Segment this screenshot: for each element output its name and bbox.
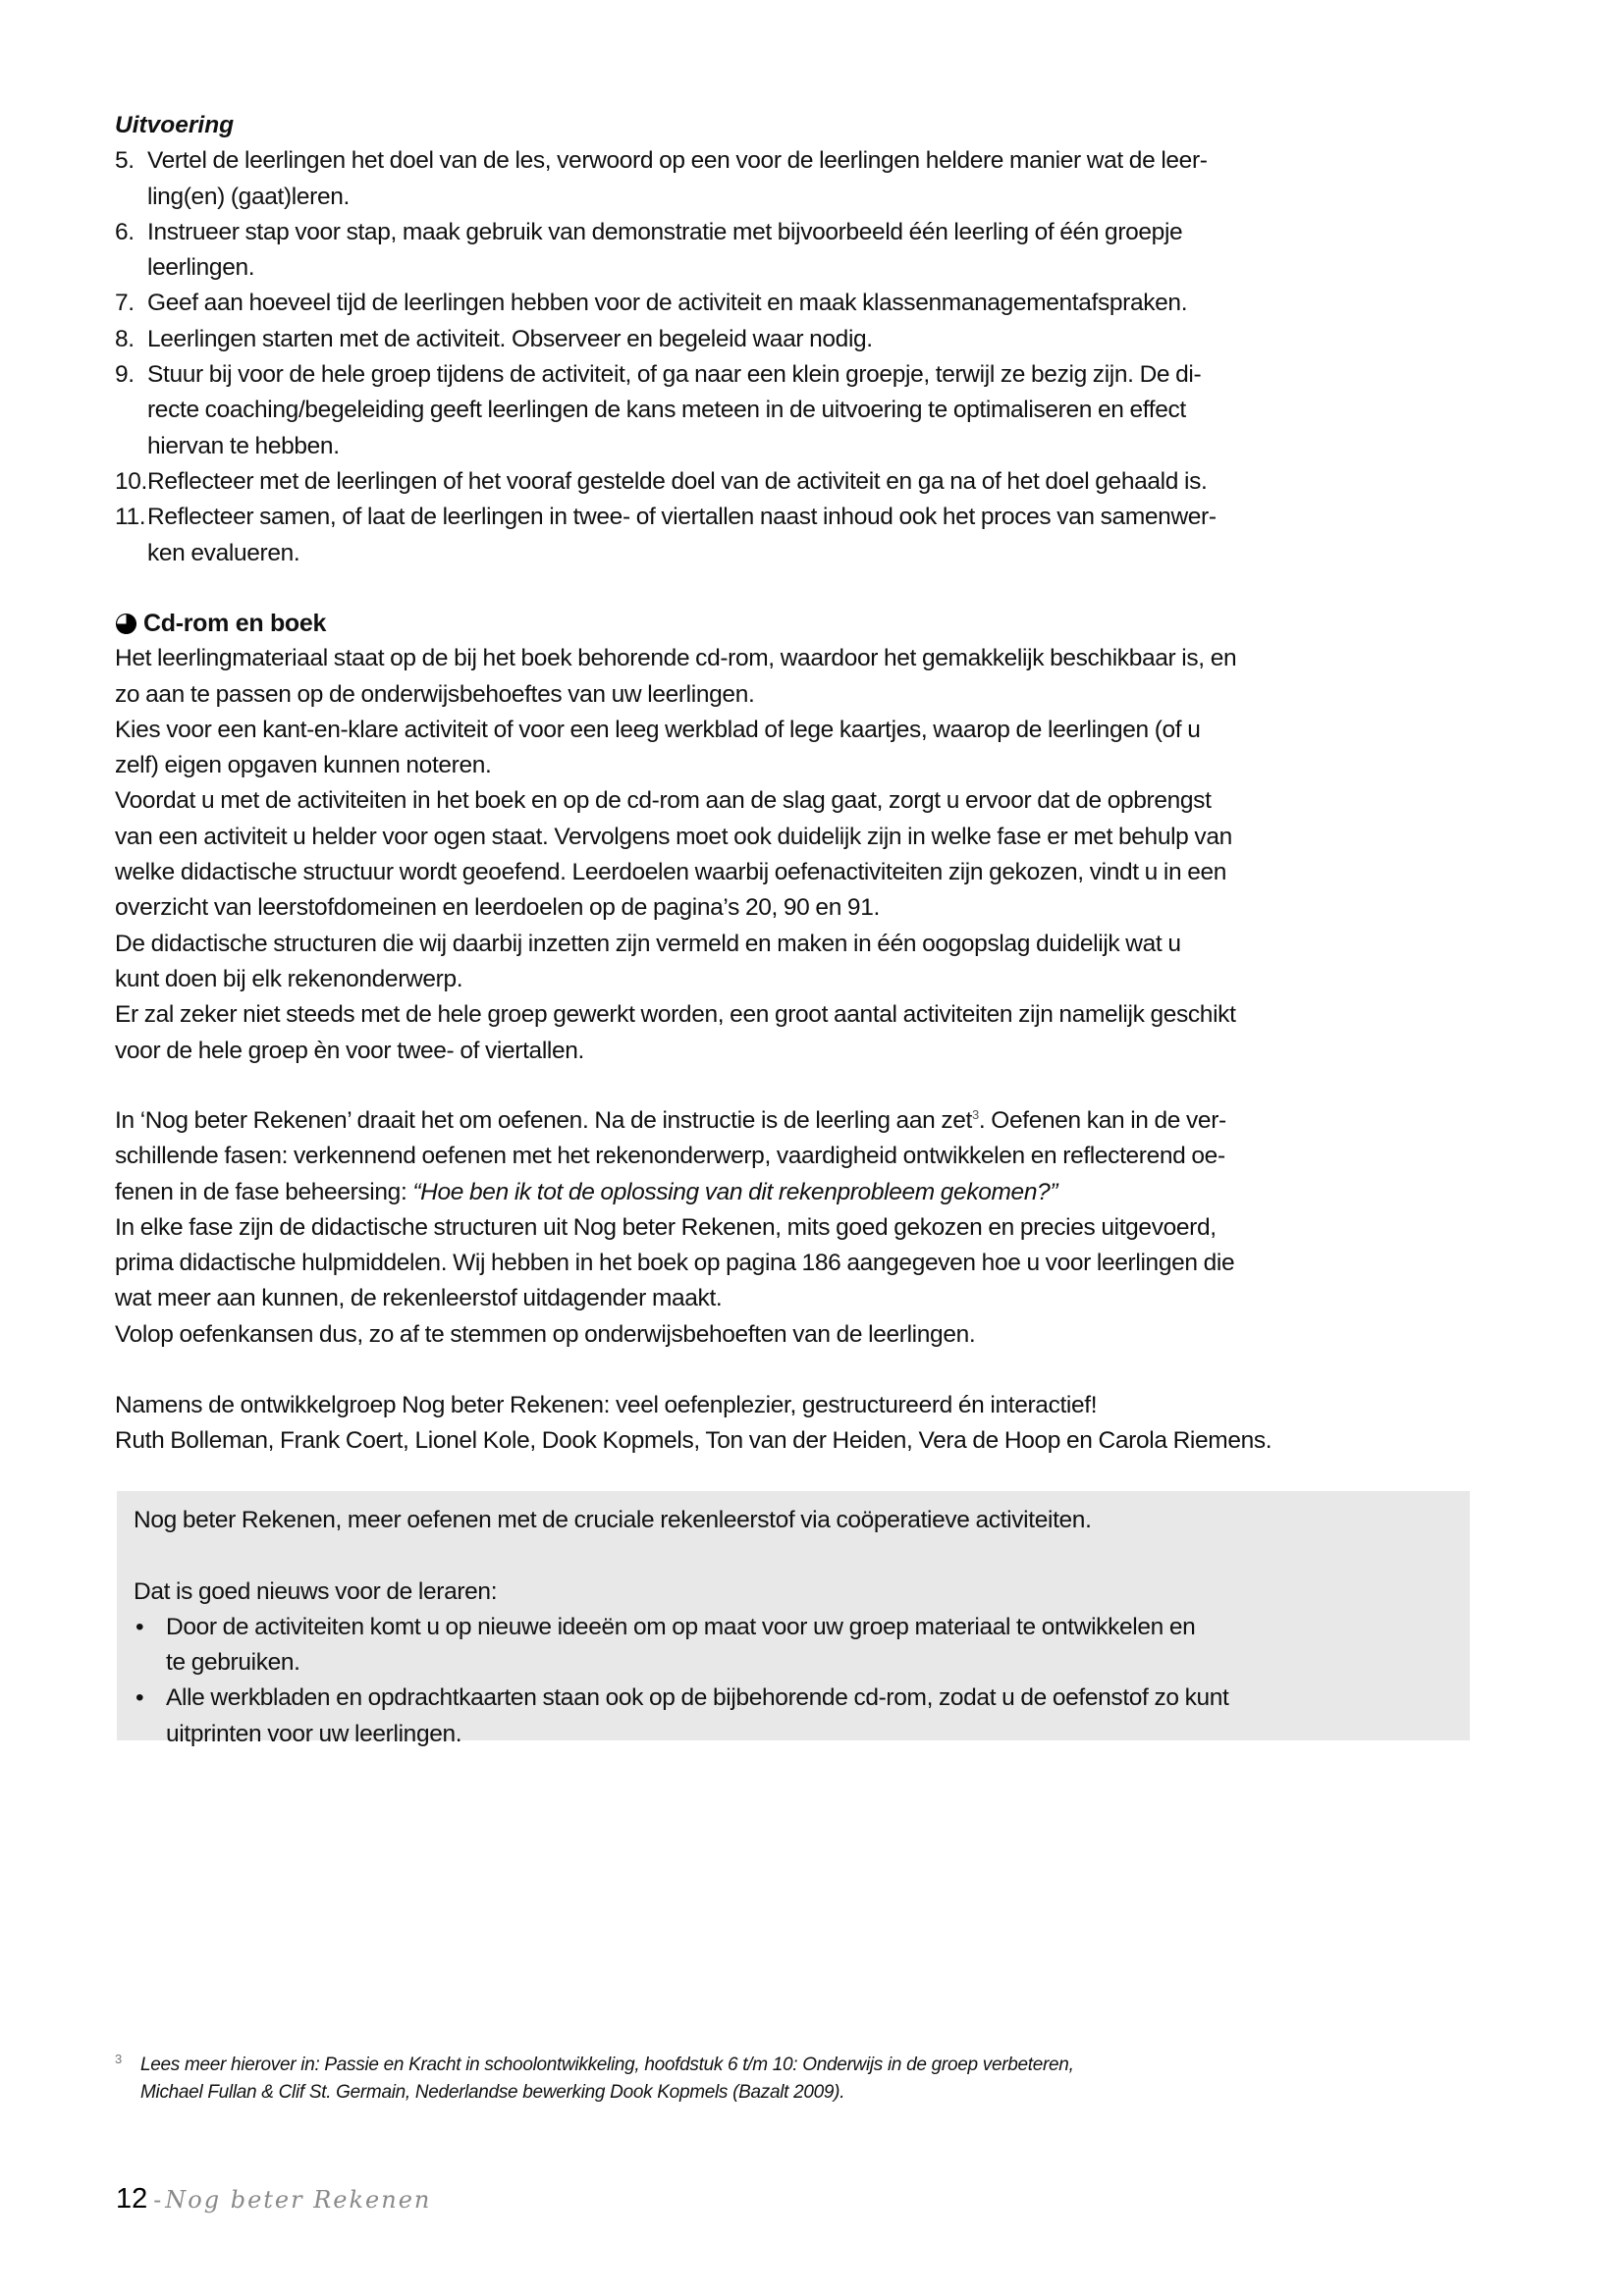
info-lead: Dat is goed nieuws voor de leraren: <box>134 1577 498 1605</box>
paragraph-line <box>115 1103 1489 1139</box>
authors-line: Ruth Bolleman, Frank Coert, Lionel Kole, Dook Kopmels, Ton van der Heiden, Vera de Hoop en Carola Riemens. <box>115 1427 1272 1455</box>
item-number: 9. <box>115 361 135 389</box>
item-text: Reflecteer samen, of laat de leerlingen in twee- of viertallen naast inhoud ook het proces van samenwer- <box>147 504 1217 531</box>
list-item <box>115 500 1489 571</box>
info-intro: Nog beter Rekenen, meer oefenen met de cruciale rekenleerstof via coöperatieve activiteiten. <box>134 1507 1092 1533</box>
footnote-line: Lees meer hierover in: Passie en Kracht in schoolontwikkeling, hoofdstuk 6 t/m 10: Onderwijs in de groep verbeteren, <box>140 2055 1074 2075</box>
item-text: ling(en) (gaat)leren. <box>147 183 350 210</box>
bullet-text: uitprinten voor uw leerlingen. <box>166 1720 462 1747</box>
list-item <box>115 215 1489 287</box>
item-text: Geef aan hoeveel tijd de leerlingen hebben voor de activiteit en maak klassenmanagementafspraken. <box>147 290 1188 317</box>
cdrom-heading <box>115 606 1489 641</box>
quarter-pie-icon <box>115 613 137 635</box>
list-item <box>115 286 1489 321</box>
item-number: 8. <box>115 325 135 352</box>
text-span: In ‘Nog beter Rekenen’ draait het om oefenen. Na de instructie is de leerling aan zet <box>115 1107 972 1134</box>
closing-line: Namens de ontwikkelgroep Nog beter Rekenen: veel oefenplezier, gestructureerd én interactief! <box>115 1392 1098 1418</box>
paragraph-line: prima didactische hulpmiddelen. Wij hebben in het boek op pagina 186 aangegeven hoe u voor leerlingen die <box>115 1250 1235 1277</box>
paragraph-line: van een activiteit u helder voor ogen staat. Vervolgens moet ook duidelijk zijn in welke fase er met behulp van <box>115 823 1232 850</box>
bullet-text: Door de activiteiten komt u op nieuwe ideeën om op maat voor uw groep materiaal te ontwikkelen en <box>166 1613 1196 1640</box>
info-box <box>117 1491 1470 1747</box>
list-item <box>115 464 1489 500</box>
item-text: leerlingen. <box>147 254 255 282</box>
item-number: 6. <box>115 218 135 245</box>
paragraph-line: Het leerlingmateriaal staat op de bij het boek behorende cd-rom, waardoor het gemakkelijk beschikbaar is, en <box>115 645 1237 672</box>
bullet-text: Alle werkbladen en opdrachtkaarten staan ook op de bijbehorende cd-rom, zodat u de oefenstof zo kunt <box>166 1684 1229 1712</box>
item-text: hiervan te hebben. <box>147 432 340 459</box>
bullet-icon: • <box>135 1613 144 1640</box>
paragraph-line: wat meer aan kunnen, de rekenleerstof uitdagender maakt. <box>115 1285 723 1312</box>
page-footer <box>116 2183 431 2222</box>
spacer <box>134 1538 1469 1574</box>
cdrom-section <box>115 606 1489 1069</box>
bullet-icon: • <box>135 1684 144 1712</box>
list-item <box>115 143 1489 215</box>
paragraph-line: De didactische structuren die wij daarbij inzetten zijn vermeld en maken in één oogopslag duidelijk wat u <box>115 930 1181 957</box>
page-number: 12 <box>116 2183 148 2215</box>
footnote-line: Michael Fullan & Clif St. Germain, Nederlandse bewerking Dook Kopmels (Bazalt 2009). <box>140 2082 845 2103</box>
item-text: Instrueer stap voor stap, maak gebruik van demonstratie met bijvoorbeeld één leerling of één groepje <box>147 218 1183 245</box>
list-item <box>115 322 1489 357</box>
footer-separator: - <box>153 2187 162 2214</box>
paragraph-line: zelf) eigen opgaven kunnen noteren. <box>115 752 492 779</box>
paragraph-line: Volop oefenkansen dus, zo af te stemmen op onderwijsbehoeften van de leerlingen. <box>115 1320 976 1348</box>
quote-text: “Hoe ben ik tot de oplossing van dit rekenprobleem gekomen?” <box>412 1178 1058 1205</box>
paragraph-line: zo aan te passen op de onderwijsbehoeftes van uw leerlingen. <box>115 680 755 708</box>
bullet-item <box>134 1681 1469 1752</box>
paragraph-line: Kies voor een kant-en-klare activiteit of voor een leeg werkblad of lege kaartjes, waarop de leerlingen (of u <box>115 716 1201 743</box>
bullet-item <box>134 1610 1469 1682</box>
cdrom-heading-text: Cd-rom en boek <box>143 610 327 637</box>
bullet-text: te gebruiken. <box>166 1649 300 1677</box>
text-span: fenen in de fase beheersing: <box>115 1178 413 1205</box>
text-span: . Oefenen kan in de ver- <box>978 1107 1226 1134</box>
footnote <box>115 2052 1391 2107</box>
item-number: 7. <box>115 290 135 317</box>
item-number: 5. <box>115 147 135 175</box>
item-number: 10. <box>115 467 148 495</box>
paragraph-line <box>115 1175 1489 1210</box>
paragraph-line: Voordat u met de activiteiten in het boek en op de cd-rom aan de slag gaat, zorgt u ervoor dat de opbrengst <box>115 787 1212 815</box>
item-number: 11. <box>115 504 146 531</box>
paragraph-line: voor de hele groep èn voor twee- of viertallen. <box>115 1037 585 1064</box>
list-item <box>115 357 1489 464</box>
footnote-mark: 3 <box>115 2052 123 2066</box>
item-text: Vertel de leerlingen het doel van de les, verwoord op een voor de leerlingen heldere manier wat de leer- <box>147 147 1208 175</box>
brand-name: Nog beter Rekenen <box>165 2186 432 2214</box>
item-text: recte coaching/begeleiding geeft leerlingen de kans meteen in de uitvoering te optimaliseren en effect <box>147 397 1186 424</box>
item-text: Stuur bij voor de hele groep tijdens de activiteit, of ga naar een klein groepje, terwijl ze bezig zijn. De di- <box>147 361 1202 389</box>
uitvoering-heading: Uitvoering <box>115 112 235 138</box>
item-text: Leerlingen starten met de activiteit. Observeer en begeleid waar nodig. <box>147 325 873 352</box>
oefenen-section <box>115 1103 1489 1353</box>
paragraph-line: welke didactische structuur wordt geoefend. Leerdoelen waarbij oefenactiviteiten zijn gekozen, vindt u in een <box>115 859 1227 886</box>
footnote-reference[interactable]: 3 <box>971 1107 979 1122</box>
item-text: ken evalueren. <box>147 539 300 566</box>
paragraph-line: In elke fase zijn de didactische structuren uit Nog beter Rekenen, mits goed gekozen en precies uitgevoerd, <box>115 1213 1217 1241</box>
closing-section <box>115 1388 1489 1460</box>
paragraph-line: schillende fasen: verkennend oefenen met het rekenonderwerp, vaardigheid ontwikkelen en reflecterend oe- <box>115 1143 1225 1170</box>
paragraph-line: overzicht van leerstofdomeinen en leerdoelen op de pagina’s 20, 90 en 91. <box>115 894 880 922</box>
uitvoering-section <box>115 108 1489 571</box>
paragraph-line: Er zal zeker niet steeds met de hele groep gewerkt worden, een groot aantal activiteiten zijn namelijk geschikt <box>115 1001 1236 1029</box>
item-text: Reflecteer met de leerlingen of het vooraf gestelde doel van de activiteit en ga na of het doel gehaald is. <box>147 467 1208 495</box>
paragraph-line: kunt doen bij elk rekenonderwerp. <box>115 965 463 992</box>
